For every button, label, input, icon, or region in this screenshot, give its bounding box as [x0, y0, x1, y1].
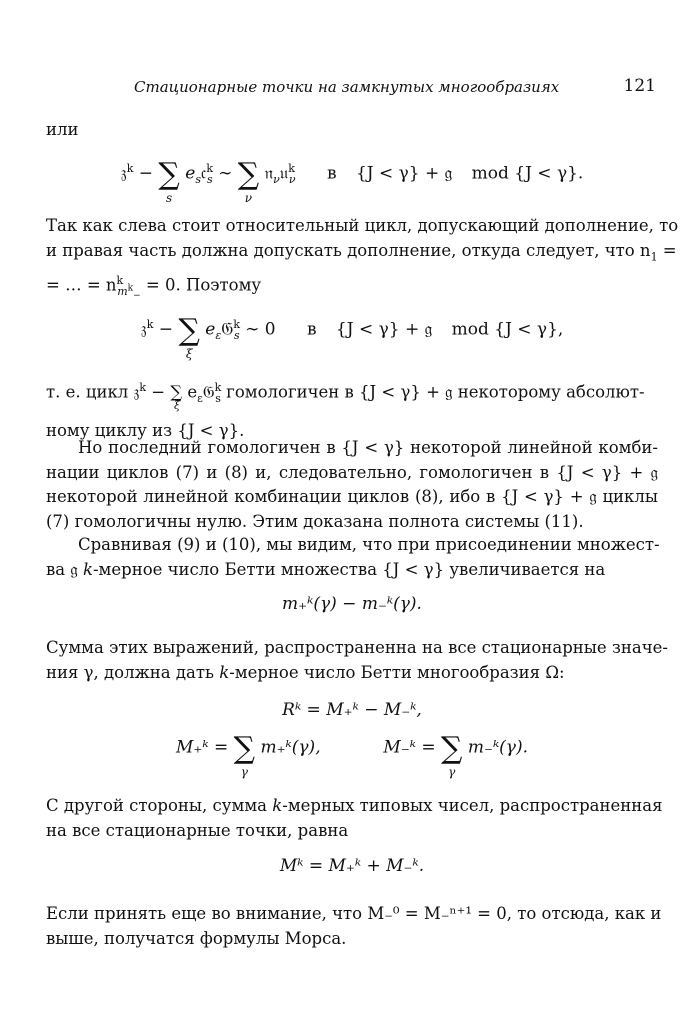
sum-symbol: ∑ γ [233, 731, 256, 779]
equation-6: Mᵏ = M₊ᵏ + M₋ᵏ. [279, 856, 425, 876]
sum-symbol: ∑ ξ [178, 313, 200, 361]
paragraph-2: т. е. цикл 𝔷$^k$ − ∑ $e_\varepsilon 𝔊^k_s$ гомологичен в {J < γ} + 𝔤 некоторому абсолют- ξ ному циклу из {J < γ}. [46, 381, 645, 441]
running-title: Стационарные точки на замкнутых многообразиях [134, 78, 560, 96]
equation-2: 𝔷$^k$ − ∑ ξ $e_\varepsilon 𝔊^k_s$ ∼ 0 в {J < γ} + 𝔤 mod {J < γ}, [140, 313, 564, 361]
equation-4: Rᵏ = M₊ᵏ − M₋ᵏ, [282, 700, 422, 720]
page-number: 121 [623, 76, 656, 96]
equation-5: M₊ᵏ = ∑ γ m₊ᵏ(γ), M₋ᵏ = ∑ γ m₋ᵏ(γ). [176, 731, 528, 779]
paragraph-3: Но последний гомологичен в {J < γ} некоторой линейной комби- нации циклов (7) и (8) и, следовательно, гомологичен в {J < γ} + 𝔤 некоторой линейной комбинации циклов (8), ибо в {J < γ} + 𝔤 циклы (7) гомологичны нулю. Этим доказана полнота системы (11). [46, 438, 658, 531]
paragraph-5: Сумма этих выражений, распространенна на все стационарные значе- ния γ, должна дать k-мерное число Бетти многообразия Ω: [46, 638, 668, 682]
paragraph-6: С другой стороны, сумма k-мерных типовых чисел, распространенная на все стационарные точки, равна [46, 796, 663, 840]
paragraph-4: Сравнивая (9) и (10), мы видим, что при присоединении множест- ва 𝔤 k-мерное число Бетти множества {J < γ} увеличивается на [46, 535, 660, 579]
paragraph-1: Так как слева стоит относительный цикл, допускающий дополнение, то и правая часть должна допускать дополнение, откуда следует, что $n_1$ = = … = $n^k_{m^k_-} = 0$. Поэтому [46, 216, 679, 302]
equation-1: 𝔷$^k$ − ∑ s $e_s𝔠^k_s$ ∼ ∑ ν 𝔫$_\nu$𝔲$^k_\nu$ в {J < γ} + 𝔤 mod {J < γ}. [120, 157, 584, 205]
sum-symbol: ∑ ν [237, 157, 260, 205]
equation-3: m₊ᵏ(γ) − m₋ᵏ(γ). [282, 594, 422, 614]
paragraph-or: или [46, 120, 79, 139]
paragraph-7: Если принять еще во внимание, что M₋⁰ = M₋ⁿ⁺¹ = 0, то отсюда, как и выше, получатся формулы Морса. [46, 904, 662, 948]
sum-symbol: ∑ s [158, 157, 180, 205]
page-header [46, 74, 658, 102]
sum-symbol: ∑ γ [441, 731, 463, 779]
